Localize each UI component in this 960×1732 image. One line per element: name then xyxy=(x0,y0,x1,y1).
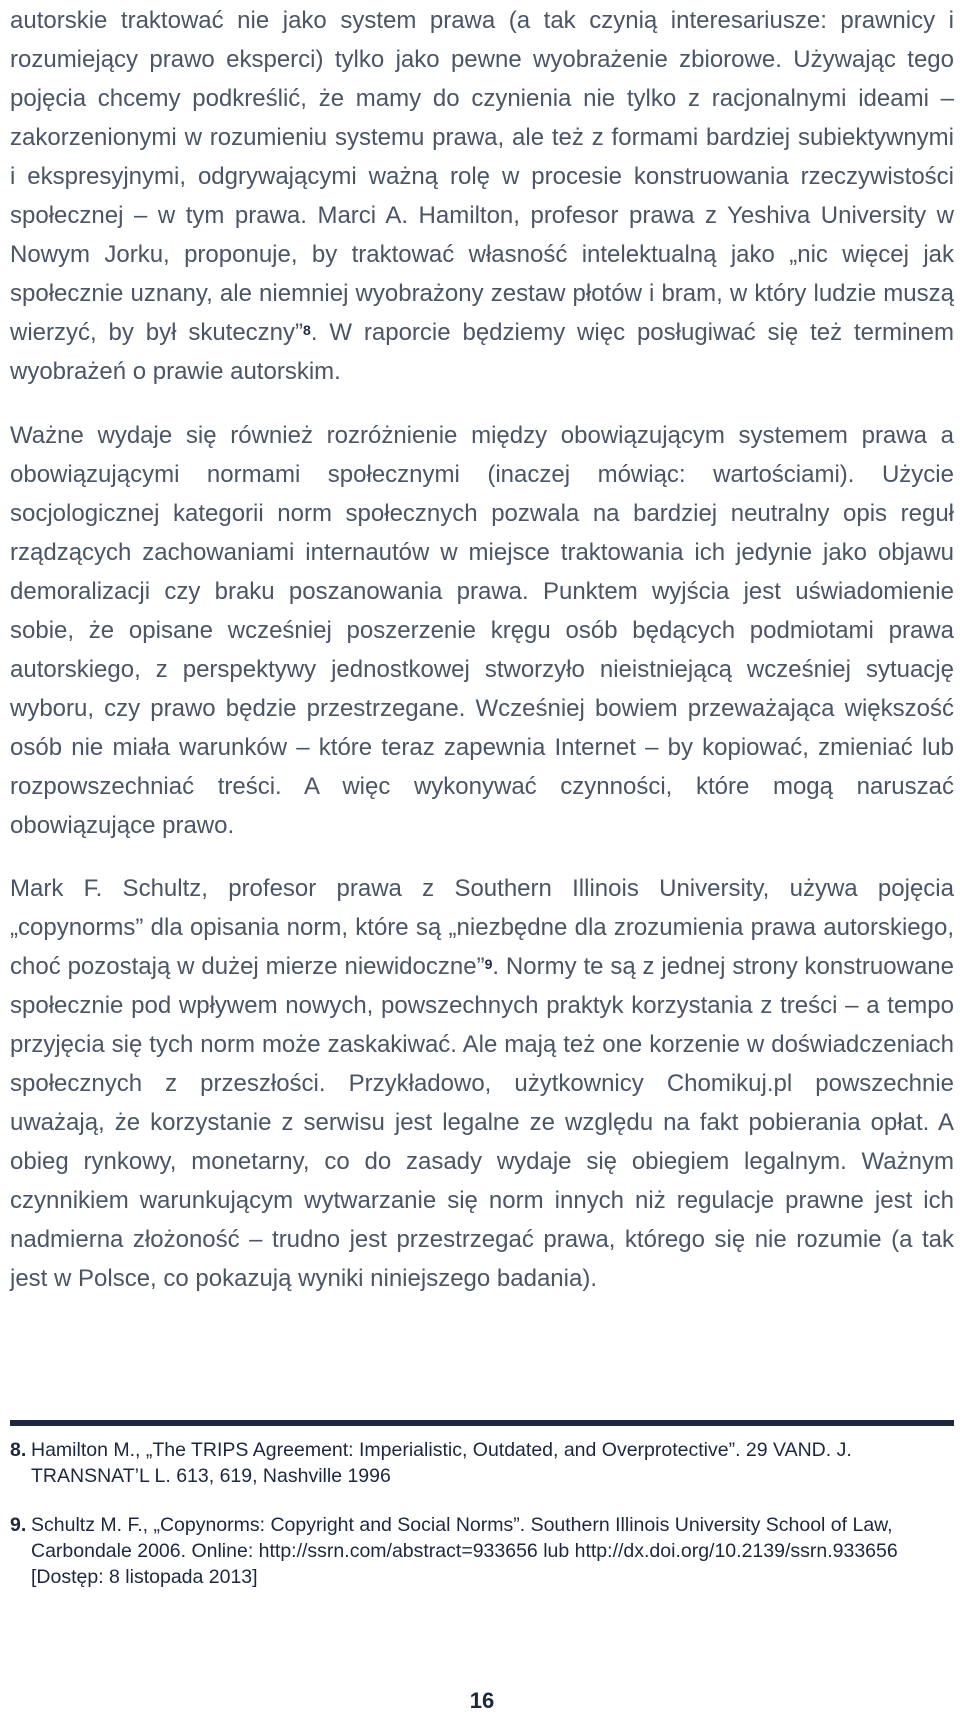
paragraph-text: autorskie traktować nie jako system prawa (a tak czynią interesariusze: prawnicy i rozumiejący prawo eksperci) tylko jako pewne wyobrażenie zbiorowe. Używając tego pojęcia chcemy podkreślić, że mamy do czynienia nie tylko z racjonalnymi ideami – zakorzenionymi w rozumieniu systemu prawa, ale też z formami bardziej subiektywnymi i ekspresyjnymi, odgrywającymi ważną rolę w procesie konstruowania rzeczywistości społecznej – w tym prawa. Marci A. Hamilton, profesor prawa z Yeshiva University w Nowym Jorku, proponuje, by traktować własność intelektualną jako „nic więcej jak społecznie uznany, ale niemniej wyobrażony zestaw płotów i bram, w który ludzie muszą wierzyć, by był skuteczny” xyxy=(10,7,954,346)
paragraph-text-continued: . W raporcie będziemy więc posługiwać się też terminem wyobrażeń o prawie autorskim. xyxy=(10,319,955,385)
footnote-reference-9[interactable]: 9 xyxy=(484,956,493,972)
footnote-number: 8. xyxy=(10,1439,27,1461)
page-number: 16 xyxy=(469,1688,495,1713)
paragraph-text-continued: . Normy te są z jednej strony konstruowane społecznie pod wpływem nowych, powszechnych praktyk korzystania z treści – a tempo przyjęcia się tych norm może zaskakiwać. Ale mają też one korzenie w doświadczeniach społecznych z przeszłości. Przykładowo, użytkownicy Chomikuj.pl powszechnie uważają, że korzystanie z serwisu jest legalne ze względu na fakt pobierania opłat. A obieg rynkowy, monetarny, co do zasady wydaje się obiegiem legalnym. Ważnym czynnikiem warunkującym wytwarzanie się norm innych niż regulacje prawne jest ich nadmierna złożoność – trudno jest przestrzegać prawa, którego się nie rozumie (a tak jest w Polsce, co pokazują wyniki niniejszego badania). xyxy=(10,953,954,1292)
footnote-9 xyxy=(10,1512,954,1590)
footnote-number: 9. xyxy=(10,1514,27,1536)
paragraph-text: Ważne wydaje się również rozróżnienie między obowiązującym systemem prawa a obowiązującymi normami społecznymi (inaczej mówiąc: wartościami). Użycie socjologicznej kategorii norm społecznych pozwala na bardziej neutralny opis reguł rządzących zachowaniami internautów w miejsce traktowania ich jedynie jako objawu demoralizacji czy braku poszanowania prawa. Punktem wyjścia jest uświadomienie sobie, że opisane wcześniej poszerzenie kręgu osób będących podmiotami prawa autorskiego, z perspektywy jednostkowej stworzyło nieistniejącą wcześniej sytuację wyboru, czy prawo będzie przestrzegane. Wcześniej bowiem przeważająca większość osób nie miała warunków – które teraz zapewnia Internet – by kopiować, zmieniać lub rozpowszechniać treści. A więc wykonywać czynności, które mogą naruszać obowiązujące prawo. xyxy=(10,422,954,839)
footnote-text: Schultz M. F., „Copynorms: Copyright and Social Norms”. Southern Illinois University School of Law, Carbondale 2006. Online: http://ssrn.com/abstract=933656 lub http://dx.doi.org/10.2139/ssrn.933656 [Dostęp: 8 listopada 2013] xyxy=(31,1514,898,1588)
body-paragraph-1 xyxy=(10,1,954,391)
footnote-text: Hamilton M., „The TRIPS Agreement: Imperialistic, Outdated, and Overprotective”. 29 VAND. J. TRANSNAT’L L. 613, 619, Nashville 1996 xyxy=(31,1439,852,1487)
footnote-8 xyxy=(10,1437,954,1489)
footnotes-section xyxy=(10,1437,954,1613)
body-paragraph-2 xyxy=(10,416,954,845)
footnote-divider xyxy=(10,1420,954,1426)
body-paragraph-3 xyxy=(10,869,954,1298)
footnote-reference-8[interactable]: 8 xyxy=(303,322,311,338)
paragraph-text: Mark F. Schultz, profesor prawa z Southern Illinois University, używa pojęcia „copynorms” dla opisania norm, które są „niezbędne dla zrozumienia prawa autorskiego, choć pozostają w dużej mierze niewidoczne” xyxy=(10,875,954,980)
